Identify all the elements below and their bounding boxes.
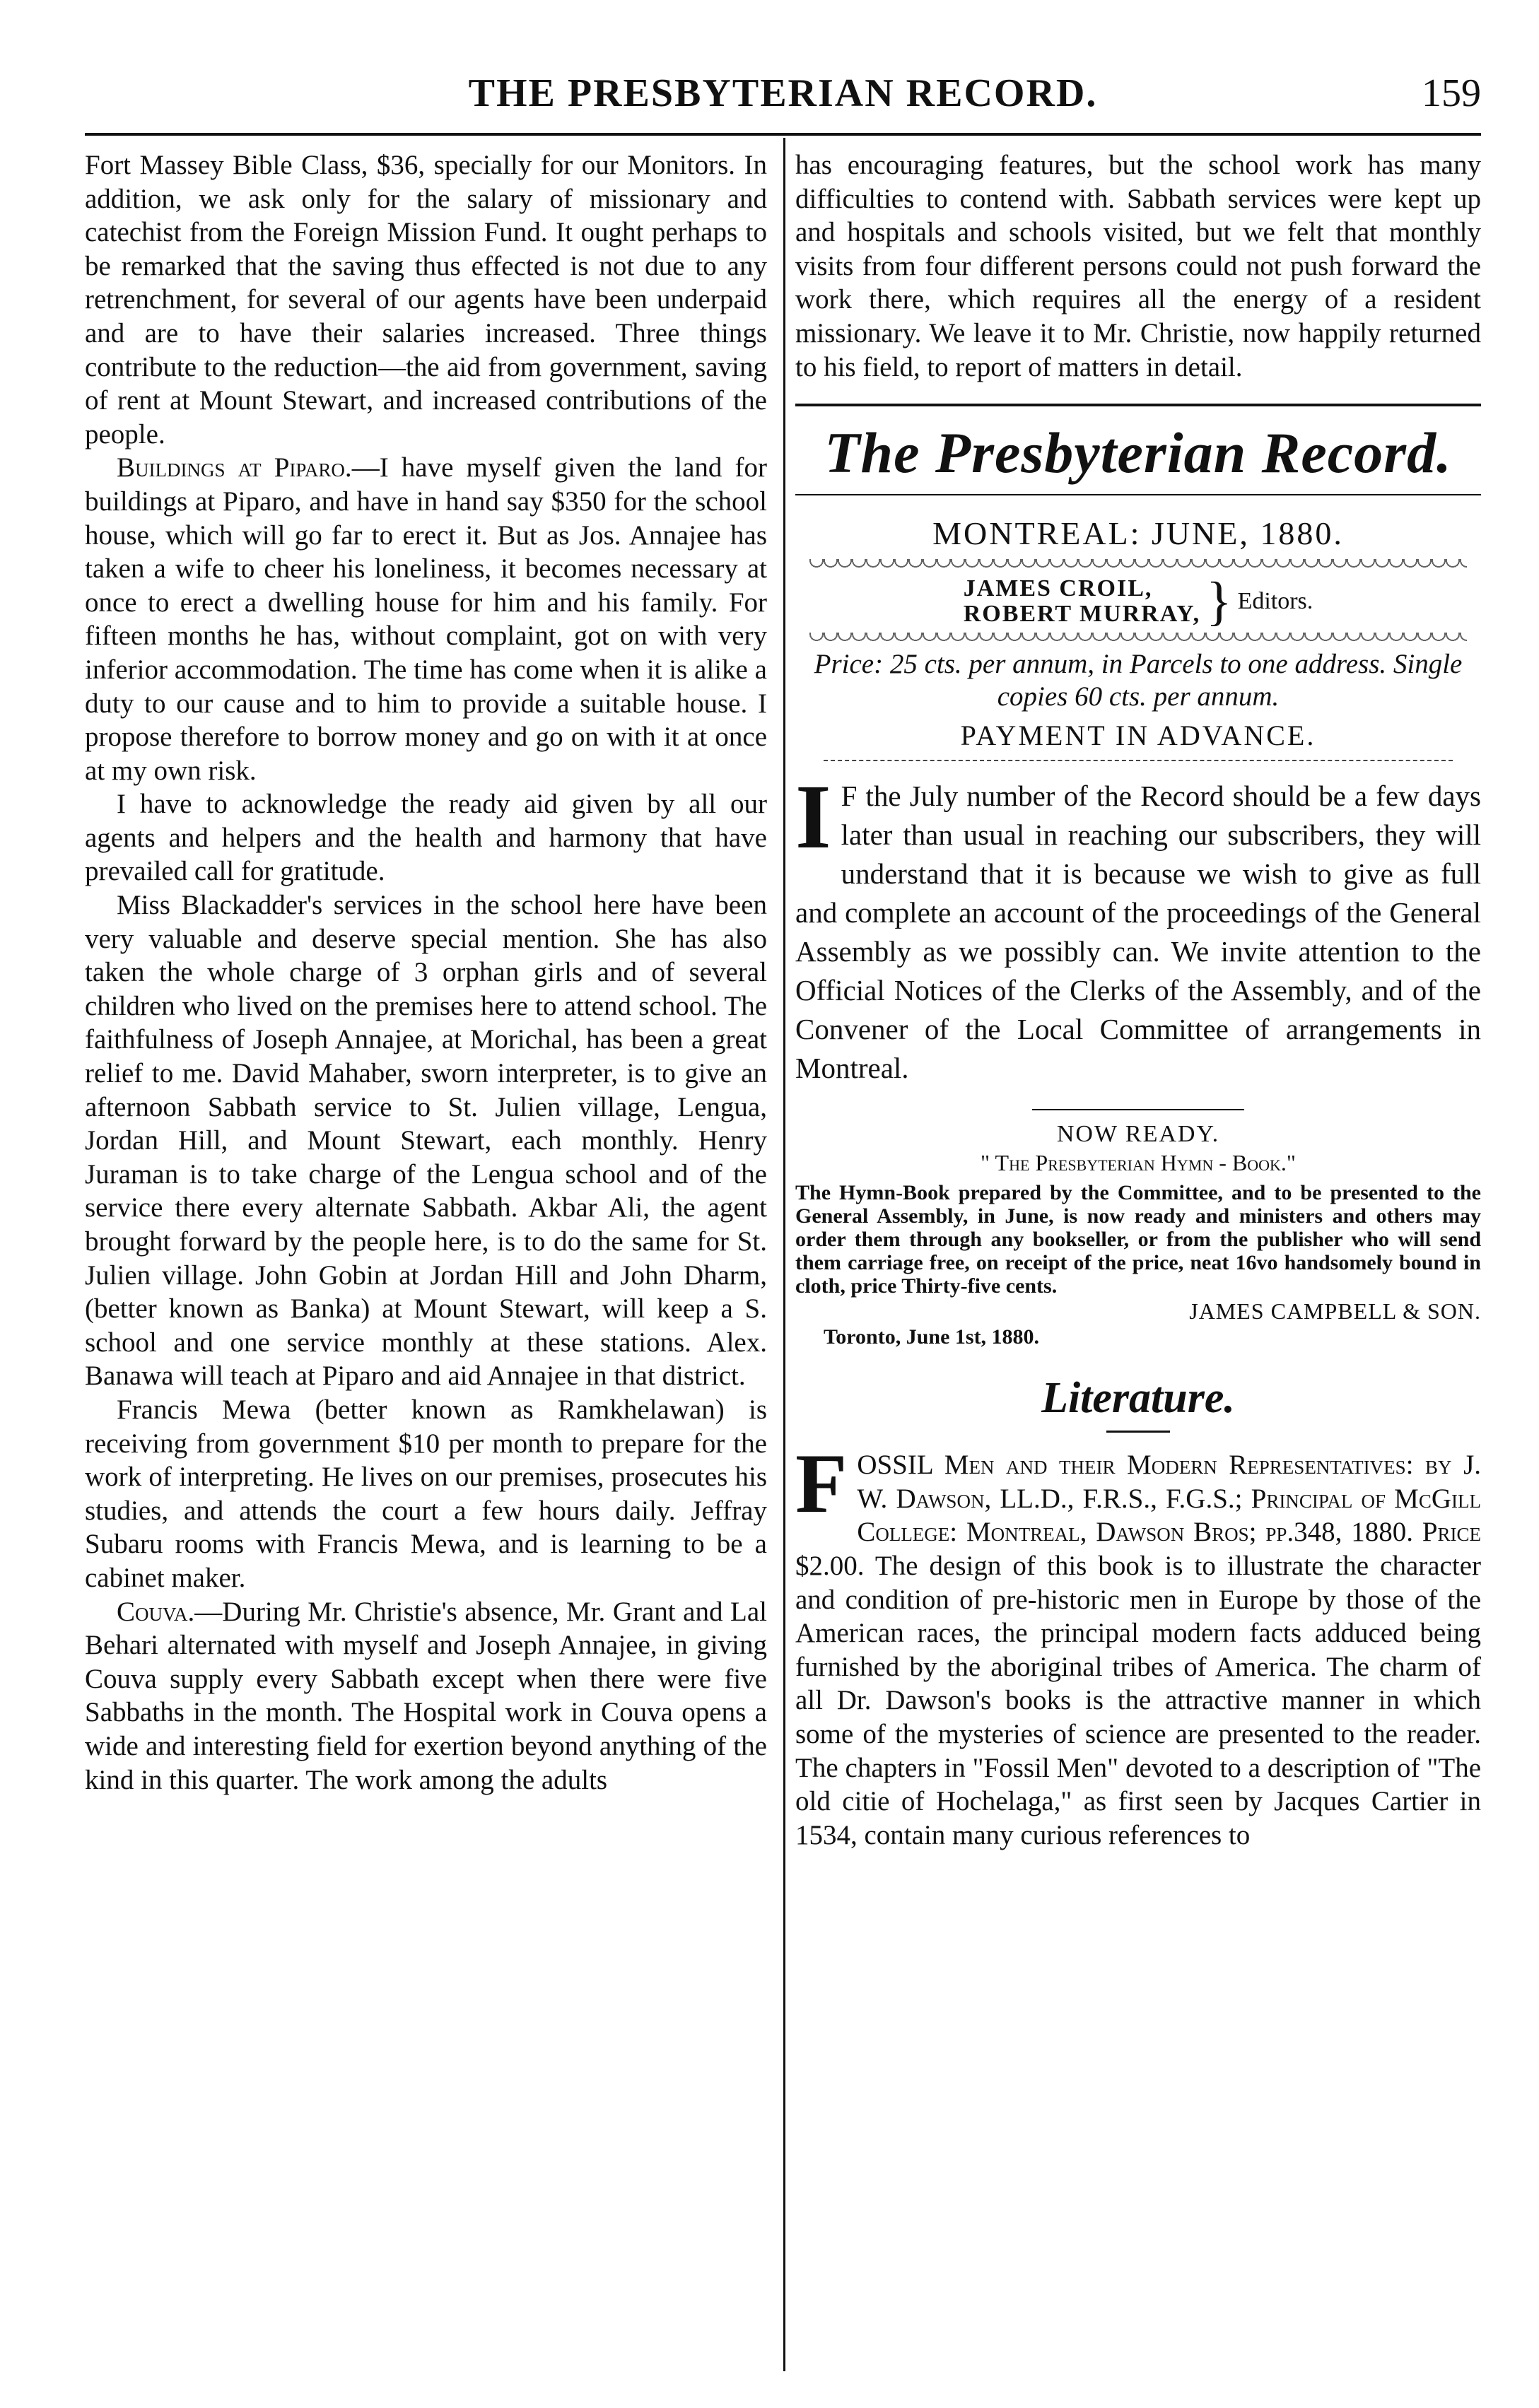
running-head	[85, 71, 1481, 120]
page-number: 159	[1422, 71, 1481, 115]
ornamental-rule	[809, 633, 1467, 644]
masthead-bottom-rule	[795, 494, 1481, 495]
paragraph-couva	[85, 1595, 767, 1797]
paragraph-acknowledge: I have to acknowledge the ready aid given by all our agents and helpers and the health and harmony that have prevailed call for gratitude.	[85, 789, 767, 887]
ornamental-rule	[809, 559, 1467, 570]
ad-date: Toronto, June 1st, 1880.	[824, 1325, 1040, 1349]
review-title: OSSIL Men and their Modern Representatives: by J. W. Dawson, LL.D., F.R.S., F.G.S.; Principal of McGill College: Montreal, Dawson Bros; pp.348, 1880. Price $2.00.	[795, 1450, 1481, 1581]
short-rule	[1032, 1109, 1244, 1110]
editor-names	[964, 576, 1200, 627]
paragraph-text: —During Mr. Christie's absence, Mr. Grant and Lal Behari alternated with myself and Joseph Annajee, in giving Couva supply every Sabbath except when there were five Sabbaths in the month. The Hospital work in Couva opens a wide and interesting field for exertion beyond anything of the kind in this quarter. The work among the adults	[85, 1596, 767, 1795]
editor-name: JAMES CROIL,	[963, 575, 1153, 602]
ad-body: The Hymn-Book prepared by the Committee, and to be presented to the General Assembly, in June, is now ready and ministers and others may order them through any bookseller, or from the publisher who will send them carriage free, on receipt of the price, neat 16vo handsomely bound in cloth, price Thirty-five cents.	[795, 1181, 1481, 1298]
review-paragraph	[795, 1436, 1482, 1852]
ad-heading: NOW READY.	[1056, 1121, 1220, 1148]
paragraph-fort-massey: Fort Massey Bible Class, $36, specially for our Monitors. In addition, we ask only for the salary of missionary and catechist from the Foreign Mission Fund. It ought perhaps to be remarked that the saving thus effected is not due to any retrenchment, for several of our agents have been underpaid and are to have their salaries increased. Three things contribute to the reduction—the aid from government, saving of rent at Mount Stewart, and increased contributions of the people.	[85, 150, 767, 450]
review-text: The design of this book is to illustrate the character and condition of pre-historic men in Europe by those of the American races, the principal modern facts adduced being furnished by the aboriginal tribes of America. The charm of all Dr. Dawson's books is the attractive manner in which some of the mysteries of science are presented to the reader. The chapters in "Fossil Men" devoted to a description of "The old citie of Hochelaga," as first seen by Jacques Cartier in 1534, contain many curious references to	[795, 1550, 1482, 1850]
notice-text: F the July number of the Record should be a few days later than usual in reaching our subscribers, they will understand that it is because we wish to give as full and complete an account of the proceedings of the General Assembly as we possibly can. We invite attention to the Official Notices of the Clerks of the Assembly, and of the Convener of the Local Committee of arrangements in Montreal.	[795, 780, 1481, 1085]
ad-subheading: " The Presbyterian Hymn - Book."	[981, 1150, 1296, 1176]
payment-line: PAYMENT IN ADVANCE.	[960, 720, 1316, 752]
brace-glyph: }	[1206, 572, 1232, 632]
masthead-top-rule	[795, 404, 1481, 406]
paragraph-buildings	[85, 451, 767, 787]
notice-paragraph	[795, 766, 1481, 1088]
editors-block	[795, 572, 1481, 632]
right-column	[795, 148, 1481, 1852]
drop-cap: F	[795, 1436, 848, 1531]
masthead-title: The Presbyterian Record.	[824, 421, 1452, 486]
paragraph-mewa: Francis Mewa (better known as Ramkhelawan) is receiving from government $10 per month to prepare for the work of interpreting. He lives on our premises, prosecutes his studies, and attends the court a few hours daily. Jeffray Subaru rooms with Francis Mewa, and is learning to be a cabinet maker.	[85, 1394, 767, 1593]
run-in-heading: Buildings at Piparo.	[117, 452, 352, 483]
paragraph-continuation: has encouraging features, but the school work has many difficulties to contend with. Sabbath services were kept up and hospitals and schools visited, but we felt that monthly visits from four different persons could not push forward the work there, which requires all the energy of a resident missionary. We leave it to Mr. Christie, now happily returned to his field, to report of matters in detail.	[795, 150, 1481, 382]
header-rule	[85, 133, 1481, 136]
section-heading: Literature.	[1041, 1374, 1235, 1423]
dateline: MONTREAL: JUNE, 1880.	[932, 515, 1344, 552]
column-divider	[783, 138, 785, 2371]
dashed-separator	[824, 760, 1453, 761]
ad-signature: JAMES CAMPBELL & SON.	[1189, 1298, 1481, 1325]
paragraph-text: —I have myself given the land for buildings at Piparo, and have in hand say $350 for the school house, which will go far to erect it. But as Jos. Annajee has taken a wife to cheer his loneliness, it becomes necessary at once to erect a dwelling house for him and his family. For fifteen months he has, without complaint, got on with very inferior accommodation. The time has come when it is alike a duty to our cause and to him to provide a suitable house. I propose therefore to borrow money and go on with it at once at my own risk.	[85, 452, 767, 786]
editors-role: Editors.	[1237, 588, 1313, 615]
editor-name: ROBERT MURRAY,	[963, 601, 1201, 628]
run-in-heading: Couva.	[117, 1596, 195, 1627]
section-rule	[1106, 1431, 1170, 1433]
page-title: THE PRESBYTERIAN RECORD.	[468, 71, 1098, 115]
price-line: Price: 25 cts. per annum, in Parcels to one address. Single copies 60 cts. per annum.	[814, 649, 1463, 712]
left-column	[85, 148, 767, 1797]
paragraph-blackadder: Miss Blackadder's services in the school here have been very valuable and deserve special mention. She has also taken the whole charge of 3 orphan girls and of several children who lived on the premises here to attend school. The faithfulness of Joseph Annajee, at Morichal, has been a great relief to me. David Mahaber, sworn interpreter, is to give an afternoon Sabbath service to St. Julien village, Lengua, Jordan Hill, and Mount Stewart, each monthly. Henry Juraman is to take charge of the Lengua school and of the service there every alternate Sabbath. Akbar Ali, the agent brought forward by the people here, is to do the same for St. Julien village. John Gobin at Jordan Hill and John Dharm, (better known as Banka) at Mount Stewart, will keep a S. school and one service monthly at these stations. Alex. Banawa will teach at Piparo and aid Annajee in that district.	[85, 890, 767, 1392]
drop-cap: I	[795, 766, 831, 869]
